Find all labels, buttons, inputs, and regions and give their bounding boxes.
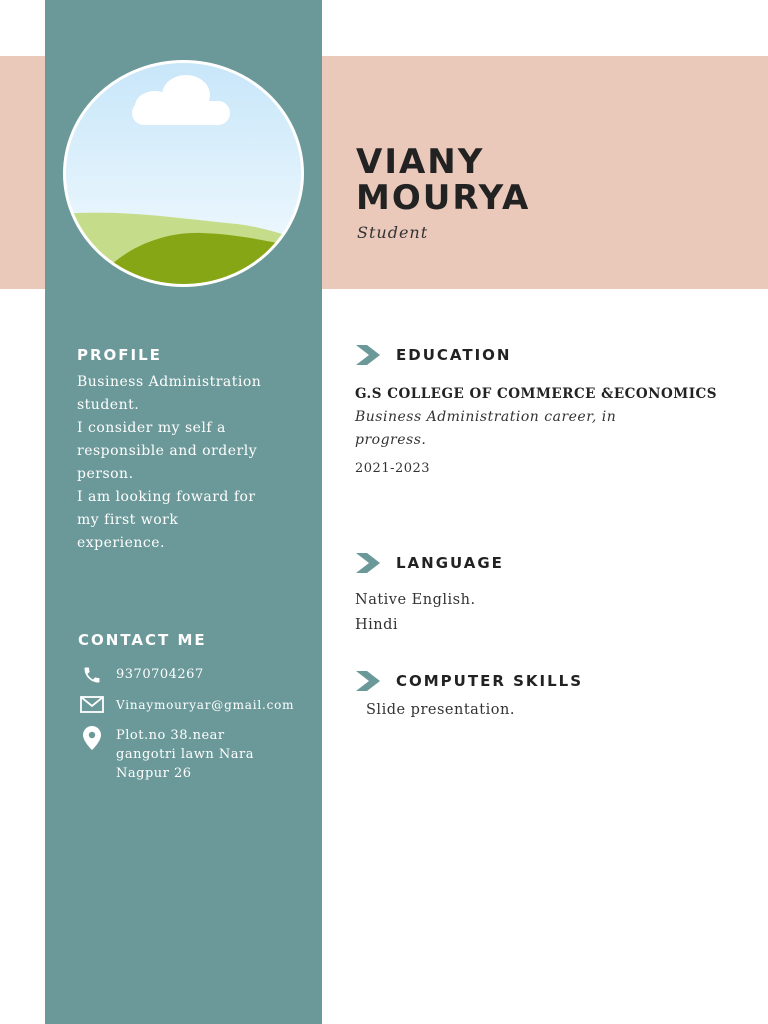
contact-address (78, 726, 276, 783)
profile-line: person. (77, 466, 134, 482)
chevron-right-icon (356, 553, 382, 573)
job-title: Student (357, 223, 429, 242)
contact-email (78, 696, 294, 716)
language-section-header (356, 553, 504, 573)
profile-line: I am looking foward for (77, 489, 256, 505)
contact-heading: CONTACT ME (78, 631, 207, 649)
language-heading: LANGUAGE (396, 554, 504, 572)
language-item: Hindi (355, 617, 399, 633)
email-address[interactable]: Vinaymouryar@gmail.com (116, 698, 295, 712)
skill-item: Slide presentation. (366, 702, 515, 718)
first-name: VIANY (356, 142, 485, 182)
education-heading: EDUCATION (396, 346, 512, 364)
chevron-right-icon (356, 671, 382, 691)
profile-line: I consider my self a (77, 420, 226, 436)
phone-icon (78, 665, 106, 685)
envelope-icon (78, 696, 106, 716)
profile-heading: PROFILE (77, 346, 162, 364)
location-pin-icon (78, 726, 106, 746)
skills-section-header (356, 671, 583, 691)
education-section-header (356, 345, 511, 365)
profile-photo (62, 59, 305, 288)
contact-phone (78, 665, 204, 685)
profile-line: Business Administration (77, 374, 262, 390)
phone-number[interactable]: 9370704267 (116, 667, 204, 682)
profile-line: student. (77, 397, 140, 413)
language-item: Native English. (355, 592, 476, 608)
profile-line: my first work (77, 512, 179, 528)
last-name: MOURYA (356, 178, 531, 218)
profile-line: experience. (77, 535, 165, 551)
school-name: G.S COLLEGE OF COMMERCE &ECONOMICS (355, 386, 718, 402)
profile-line: responsible and orderly (77, 443, 258, 459)
chevron-right-icon (356, 345, 382, 365)
skills-heading: COMPUTER SKILLS (396, 672, 584, 690)
education-description: Business Administration career, in progress. (355, 409, 617, 448)
profile-text (77, 371, 292, 555)
address-text: Plot.no 38.near gangotri lawn Nara Nagpur 26 (116, 728, 254, 781)
education-years: 2021-2023 (355, 461, 431, 476)
language-list (355, 588, 476, 638)
candidate-name (356, 144, 530, 216)
